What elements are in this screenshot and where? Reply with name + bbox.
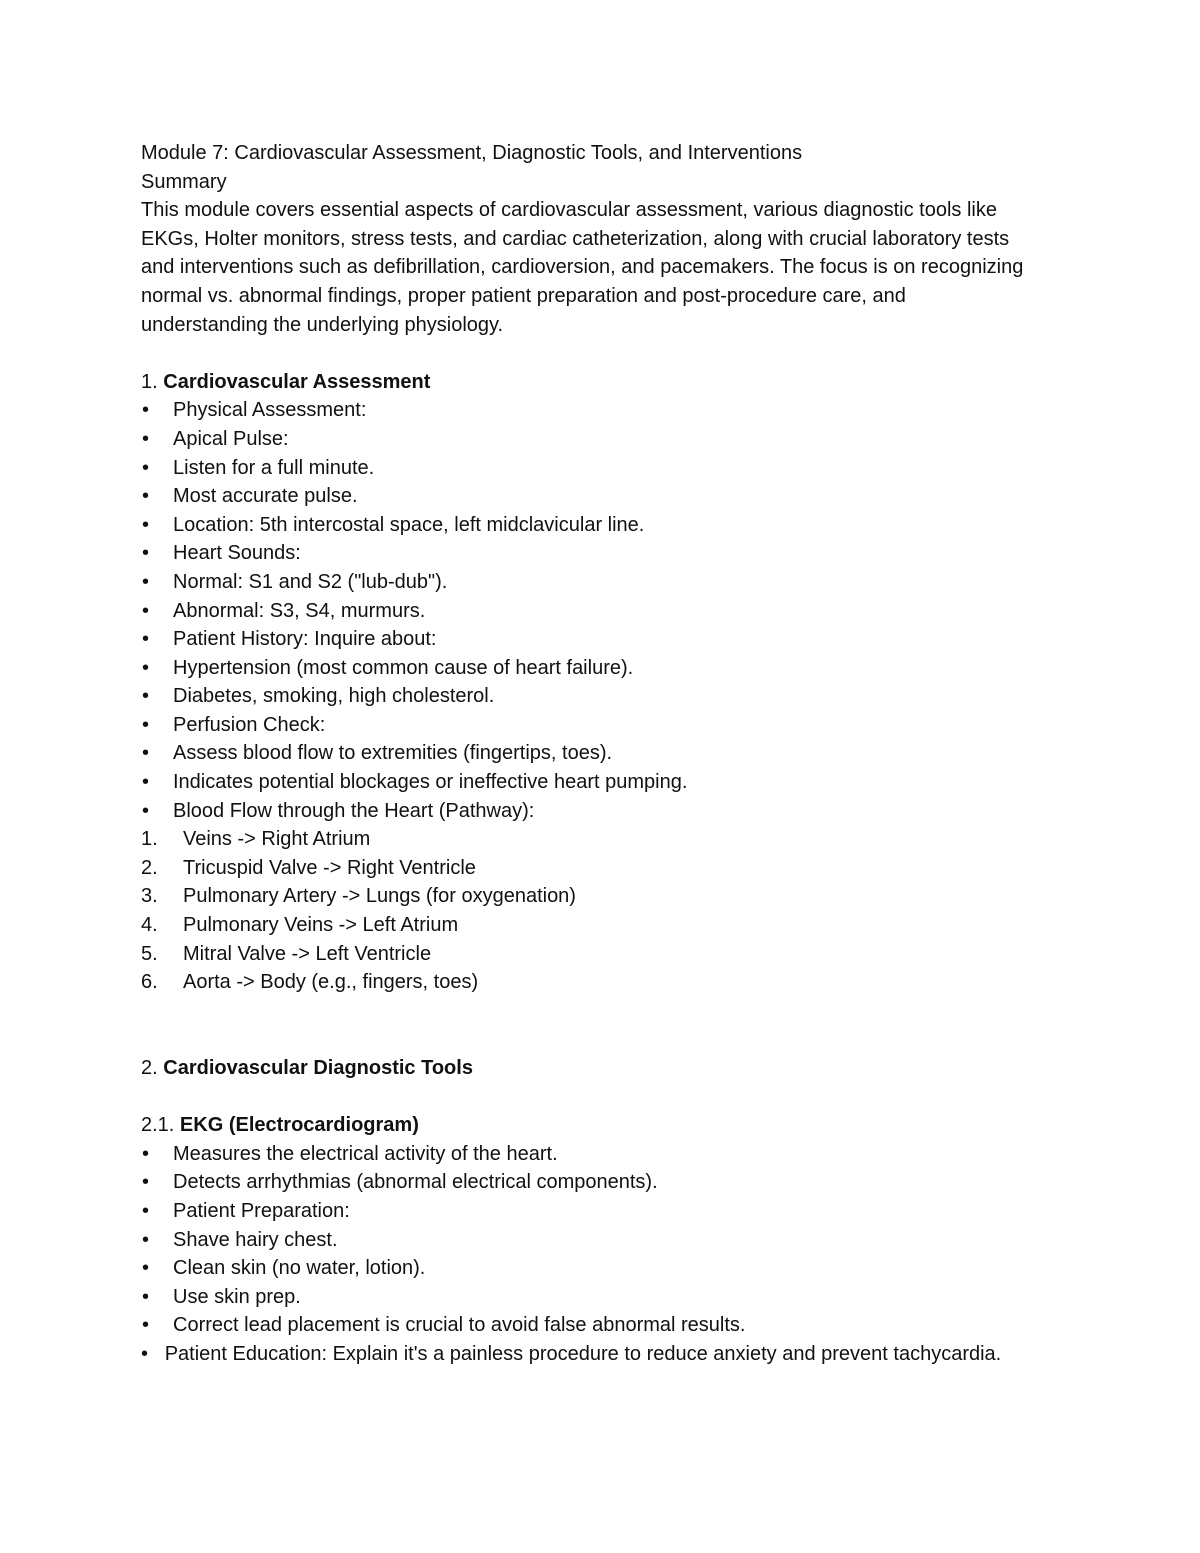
item-text: Mitral Valve -> Left Ventricle — [183, 942, 432, 965]
bullet-icon: • — [142, 399, 150, 422]
subsection-2-1-number: 2.1. — [141, 1114, 175, 1137]
bullet-icon: • — [142, 1314, 150, 1337]
list-item-text: Detects arrhythmias (abnormal electrical components). — [173, 1171, 658, 1194]
numbered-item — [141, 968, 1041, 997]
item-text: Tricuspid Valve -> Right Ventricle — [183, 856, 476, 879]
list-item-text: Correct lead placement is crucial to avoid false abnormal results. — [173, 1314, 746, 1337]
bullet-icon: • — [142, 485, 150, 508]
numbered-item — [141, 882, 1041, 911]
numbered-item — [141, 825, 1041, 854]
list-item — [141, 739, 1041, 768]
bullet-icon: • — [142, 799, 150, 822]
list-item — [141, 454, 1041, 483]
bullet-icon: • — [142, 1285, 150, 1308]
item-text: Pulmonary Artery -> Lungs (for oxygenation) — [183, 885, 576, 908]
spacer — [141, 339, 1041, 368]
item-number: 4. — [141, 914, 158, 937]
subsection-2-1-title: EKG (Electrocardiogram) — [179, 1114, 419, 1137]
list-item — [141, 682, 1041, 711]
list-item-text: Patient Education: Explain it's a painless procedure to reduce anxiety and prevent tachycardia. — [164, 1342, 1002, 1365]
list-item-text: Blood Flow through the Heart (Pathway): — [173, 799, 535, 822]
list-item-text: Use skin prep. — [173, 1285, 301, 1308]
item-text: Pulmonary Veins -> Left Atrium — [183, 914, 459, 937]
list-item-text: Apical Pulse: — [173, 427, 289, 450]
item-number: 3. — [141, 885, 158, 908]
section-2-title: Cardiovascular Diagnostic Tools — [163, 1057, 473, 1079]
bullet-icon: • — [142, 1142, 150, 1165]
list-item — [141, 654, 1041, 683]
item-number: 6. — [141, 971, 158, 994]
spacer — [141, 1083, 1041, 1112]
bullet-icon: • — [142, 713, 150, 736]
list-item-text: Clean skin (no water, lotion). — [173, 1257, 426, 1280]
list-item-text: Patient Preparation: — [173, 1199, 350, 1222]
bullet-icon: • — [142, 742, 150, 765]
document-title: Module 7: Cardiovascular Assessment, Diagnostic Tools, and Interventions — [141, 142, 803, 164]
numbered-item — [141, 940, 1041, 969]
bullet-icon: • — [142, 599, 150, 622]
bullet-icon: • — [141, 1342, 149, 1365]
bullet-icon: • — [142, 685, 150, 708]
list-item-text: Most accurate pulse. — [173, 485, 358, 508]
list-item-text: Diabetes, smoking, high cholesterol. — [173, 685, 495, 708]
section-2-number: 2. — [141, 1057, 158, 1079]
list-item-text: Hypertension (most common cause of heart failure). — [173, 656, 634, 679]
list-item — [141, 1283, 1041, 1312]
bullet-icon: • — [142, 1199, 150, 1222]
list-item-text: Perfusion Check: — [173, 713, 326, 736]
list-item — [141, 1140, 1041, 1169]
list-item — [141, 425, 1041, 454]
bullet-icon: • — [142, 628, 150, 651]
list-item-text: Shave hairy chest. — [173, 1228, 338, 1251]
list-item — [141, 511, 1041, 540]
bullet-icon: • — [142, 570, 150, 593]
bullet-icon: • — [142, 542, 150, 565]
bullet-icon: • — [142, 1257, 150, 1280]
list-item-text: Location: 5th intercostal space, left midclavicular line. — [173, 513, 645, 536]
item-number: 2. — [141, 856, 158, 879]
bullet-icon: • — [142, 1171, 150, 1194]
list-item — [141, 1254, 1041, 1283]
list-item — [141, 1226, 1041, 1255]
list-item — [141, 768, 1041, 797]
list-item-text: Measures the electrical activity of the heart. — [173, 1142, 558, 1165]
item-text: Aorta -> Body (e.g., fingers, toes) — [183, 971, 479, 994]
list-item — [141, 1340, 1041, 1369]
list-item — [141, 797, 1041, 826]
bullet-icon: • — [142, 427, 150, 450]
list-item — [141, 1168, 1041, 1197]
list-item — [141, 1311, 1041, 1340]
summary-heading: Summary — [141, 170, 227, 193]
list-item-text: Assess blood flow to extremities (fingertips, toes). — [173, 742, 613, 765]
list-item-text: Abnormal: S3, S4, murmurs. — [173, 599, 426, 622]
bullet-icon: • — [142, 513, 150, 536]
item-number: 1. — [141, 828, 158, 851]
section-2-heading — [141, 1054, 1041, 1083]
bullet-icon: • — [142, 656, 150, 679]
list-item — [141, 625, 1041, 654]
list-item-text: Heart Sounds: — [173, 542, 301, 565]
spacer — [141, 997, 1041, 1054]
bullet-icon: • — [142, 1228, 150, 1251]
list-item-text: Indicates potential blockages or ineffective heart pumping. — [173, 771, 688, 794]
section-1-bullet-list — [141, 396, 1041, 825]
list-item-text: Listen for a full minute. — [173, 456, 375, 479]
section-1-heading — [141, 368, 1041, 397]
numbered-item — [141, 911, 1041, 940]
list-item — [141, 1197, 1041, 1226]
list-item — [141, 711, 1041, 740]
list-item-text: Physical Assessment: — [173, 399, 367, 422]
bullet-icon: • — [142, 456, 150, 479]
section-1-number: 1. — [141, 370, 158, 393]
summary-paragraph: This module covers essential aspects of cardiovascular assessment, various diagnostic tools like EKGs, Holter monitors, stress tests, and cardiac catheterization, along with crucial laboratory tests and interventions such as defibrillation, cardioversion, and pacemakers. The focus is on recognizing normal vs. abnormal findings, proper patient preparation and post-procedure care, and understanding the underlying physiology. — [141, 199, 1024, 336]
list-item-text: Normal: S1 and S2 ("lub-dub"). — [173, 570, 448, 593]
item-number: 5. — [141, 942, 158, 965]
list-item — [141, 568, 1041, 597]
numbered-item — [141, 854, 1041, 883]
pathway-numbered-list — [141, 825, 1041, 997]
section-1-title: Cardiovascular Assessment — [163, 370, 431, 393]
list-item — [141, 482, 1041, 511]
bullet-icon: • — [142, 771, 150, 794]
list-item — [141, 597, 1041, 626]
document-page — [141, 139, 1041, 1369]
list-item — [141, 539, 1041, 568]
subsection-2-1-heading — [141, 1111, 1041, 1140]
ekg-bullet-list — [141, 1140, 1041, 1369]
list-item — [141, 396, 1041, 425]
item-text: Veins -> Right Atrium — [183, 828, 371, 851]
list-item-text: Patient History: Inquire about: — [173, 628, 437, 651]
